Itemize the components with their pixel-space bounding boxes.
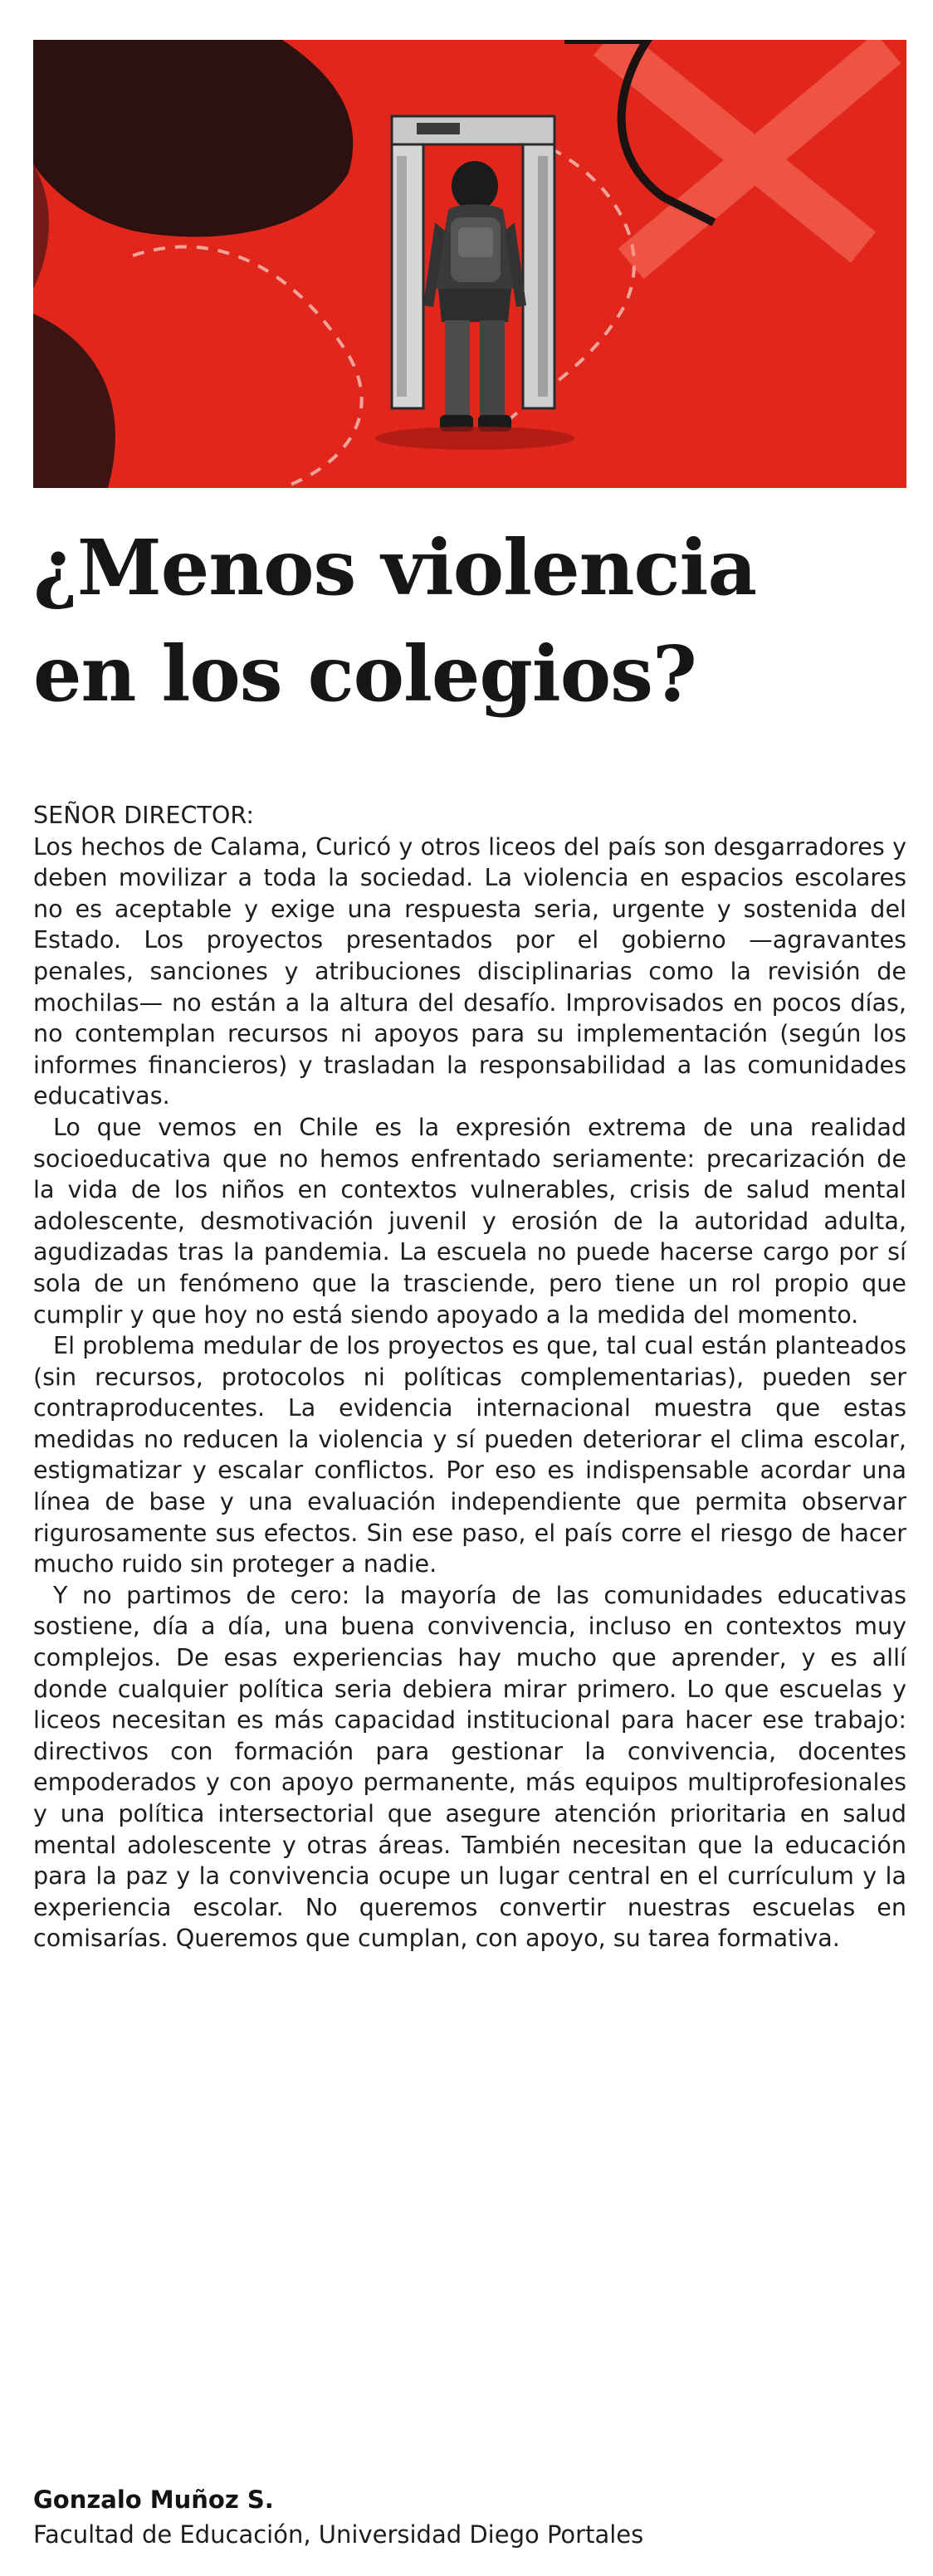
paragraph-4: Y no partimos de cero: la mayoría de las comunidades educativas sostiene, día a día, una buena convivencia, incluso en contextos muy complejos. De esas experiencias hay mucho que aprender, y es allí donde cualquier política seria debiera mirar primero. Lo que escuelas y liceos necesitan es más capacidad institucional para hacer ese trabajo: directivos con formación para gestionar la convivencia, docentes empoderados y con apoyo permanente, más equipos multiprofesionales y una política intersectorial que asegure atención prioritaria en salud mental adolescente y otras áreas. También necesitan que la educación para la paz y la convivencia ocupe un lugar central en el currículum y la experiencia escolar. No queremos convertir nuestras escuelas en comisarías. Queremos que cumplan, con apoyo, su tarea formativa. — [33, 1580, 906, 1953]
headline — [33, 515, 906, 727]
paragraph-2: Lo que vemos en Chile es la expresión extrema de una realidad socioeducativa que no hemos enfrentado seriamente: precarización de la vida de los niños en contextos vulnerables, crisis de salud mental adolescente, desmotivación juvenil y erosión de la autoridad adulta, agudizadas tras la pandemia. La escuela no puede hacerse cargo por sí sola de un fenómeno que la trasciende, pero tiene un rol propio que cumplir y que hoy no está siendo apoyado a la medida del momento. — [33, 1112, 906, 1329]
headline-line-2: en los colegios? — [33, 629, 696, 719]
salutation: SEÑOR DIRECTOR: — [33, 801, 255, 829]
paragraph-3: El problema medular de los proyectos es que, tal cual están planteados (sin recursos, protocolos ni políticas complementarias), pueden ser contraproducentes. La evidencia internacional muestra que estas medidas no reducen la violencia y sí pueden deteriorar el clima escolar, estigmatizar y escalar conflictos. Por eso es indispensable acordar una línea de base y una evaluación independiente que permita observar rigurosamente sus efectos. Sin ese paso, el país corre el riesgo de hacer mucho ruido sin proteger a nadie. — [33, 1331, 906, 1578]
signature-affiliation: Facultad de Educación, Universidad Diego Portales — [33, 2520, 644, 2549]
paragraph-1: Los hechos de Calama, Curicó y otros liceos del país son desgarradores y deben movilizar a toda la sociedad. La violencia en espacios escolares no es aceptable y exige una respuesta seria, urgente y sostenida del Estado. Los proyectos presentados por el gobierno —agravantes penales, sanciones y atribuciones disciplinarias como la revisión de mochilas— no están a la altura del desafío. Improvisados en pocos días, no contemplan recursos ni apoyos para su implementación (según los informes financieros) y trasladan la responsabilidad a las comunidades educativas. — [33, 832, 906, 1110]
metal-detector-student-illustration — [33, 40, 906, 488]
letter-body — [33, 800, 906, 1954]
headline-line-1: ¿Menos violencia — [33, 523, 757, 612]
illustration-graphic — [33, 40, 906, 488]
signature-name: Gonzalo Muñoz S. — [33, 2486, 274, 2514]
